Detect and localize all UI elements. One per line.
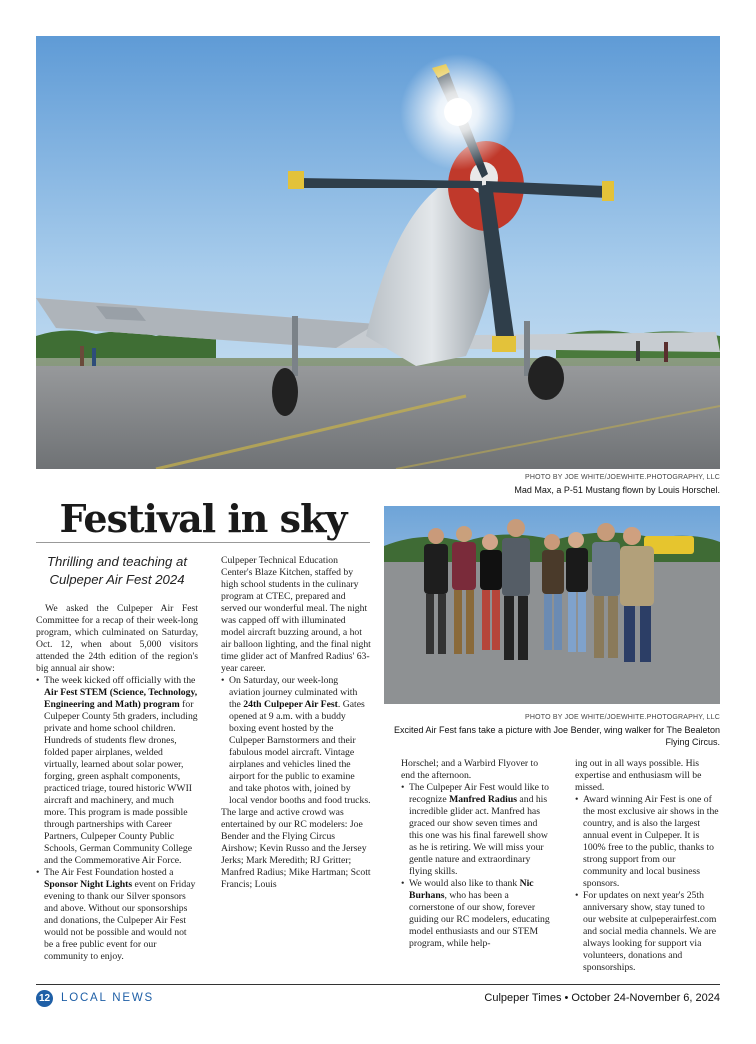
bullet-text: On Saturday, our week-long aviation journey culminated with the	[229, 675, 358, 710]
photo-credit: PHOTO BY JOE WHITE/JOEWHITE.PHOTOGRAPHY, LLC	[525, 474, 720, 481]
bullet-text: event on Friday evening to thank our Silver sponsors and above. Without our sponsorships and donations, the Culpeper Air Fest would not be possible and would not be a free public event for our community to enjoy.	[44, 879, 196, 962]
photo-caption: Excited Air Fest fans take a picture with Joe Bender, wing walker for The Bealeton Flying Circus.	[393, 725, 720, 747]
p51-mustang-illustration	[36, 36, 720, 469]
bullet-text: The Culpeper Air Fest would like to recognize	[409, 782, 549, 805]
bullet-text: for Culpeper County 5th graders, including private and home school children. Hundreds of students flew drones, folded paper airplanes, welded virtually, learned about solar power, forging, green asphalt components, practiced triage, toured historic WWII aircraft and machinery, and much more. This program is made possible through partnerships with Career Partners, Culpeper County Public Schools, German Community College and the Commemorative Air Force.	[44, 699, 198, 866]
fans-photo	[384, 506, 720, 704]
bullet-bold: Nic Burhans	[409, 878, 534, 901]
photo-caption: Mad Max, a P-51 Mustang flown by Louis Horschel.	[514, 485, 720, 495]
p51-mustang-photo	[36, 36, 720, 469]
bullet-nic-burhans	[401, 878, 551, 950]
bullet-text: . Gates opened at 9 a.m. with a buddy boxing event hosted by the Culpeper Barnstormers and their fabulous model aircraft. Vintage airplanes and vehicles lined the airport for the public to examine and take photos with, joined by local vendor booths and food trucks.	[229, 699, 371, 806]
ctec-paragraph: Culpeper Technical Education Center's Blaze Kitchen, staffed by high school students in the culinary program at CTEC, prepared and served our wonderful meal. The night was capped off with illuminated model aircraft buzzing around, a hot air balloon lighting, and the final night time glider act of Manfred Radius' 63-year career.	[221, 555, 371, 674]
bullet-text: We would also like to thank	[409, 878, 520, 889]
article-column-1	[36, 603, 198, 963]
section-label: LOCAL NEWS	[61, 992, 154, 1004]
bullet-text: , who has been a cornerstone of our show, forever guiding our RC modelers, educating model enthusiasts and our STEM program, while help-	[409, 890, 550, 949]
intro-paragraph: We asked the Culpeper Air Fest Committee for a recap of their week-long program, which culminated on Saturday, Oct. 12, when about 5,000 visitors attended the 24th edition of the region's big annual air show:	[36, 603, 198, 674]
fans-illustration	[384, 506, 720, 704]
bullet-updates: • For updates on next year's 25th anniversary show, stay tuned to our website at culpeperairfest.com and social media channels. We are always looking for support via volunteers, donations and sponsorships.	[575, 890, 720, 974]
masthead: Culpeper Times • October 24-November 6, 2024	[484, 992, 720, 1004]
crowd-paragraph: The large and active crowd was entertained by our RC modelers: Joe Bender and the Flying Circus Airshow; Kevin Russo and the Jersey Jerks; Mark Meredith; RJ Gritter; Manfred Radius; Mike Hartman; Scott Francis; Louis	[221, 807, 371, 890]
article-column-4	[575, 758, 720, 974]
article-column-2	[221, 555, 371, 891]
article-column-3	[401, 758, 551, 950]
bullet-bold: Sponsor Night Lights	[44, 879, 133, 890]
headline-rule	[36, 542, 370, 543]
page-number: 12	[36, 990, 53, 1007]
bullet-text: and his incredible glider act. Manfred has graced our show seven times and this one was his final farewell show as he is retiring. We will miss your gentle nature and extraordinary flying skills.	[409, 794, 548, 877]
horschel-paragraph: Horschel; and a Warbird Flyover to end the afternoon.	[401, 758, 539, 781]
bullet-sponsor-night	[36, 867, 198, 963]
bullet-bold: 24th Culpeper Air Fest	[243, 699, 338, 710]
footer-rule	[36, 984, 720, 985]
bullet-stem-program	[36, 675, 198, 867]
bullet-bold: Air Fest STEM (Science, Technology, Engineering and Math) program	[44, 687, 198, 710]
bullet-saturday	[221, 675, 371, 807]
expertise-paragraph: ing out in all ways possible. His expertise and enthusiasm will be missed.	[575, 758, 702, 793]
photo-credit: PHOTO BY JOE WHITE/JOEWHITE.PHOTOGRAPHY, LLC	[525, 714, 720, 721]
bullet-text: The Air Fest Foundation hosted a	[44, 867, 174, 878]
bullet-bold: Manfred Radius	[449, 794, 517, 805]
deck: Thrilling and teaching at Culpeper Air Fest 2024	[46, 554, 188, 587]
headline: Festival in sky	[59, 496, 347, 541]
bullet-award-winning: • Award winning Air Fest is one of the most exclusive air shows in the country, and is also the largest annual event in Culpeper. It is 100% free to the public, thanks to strong support from our community and local business sponsors.	[575, 794, 720, 890]
bullet-manfred-radius	[401, 782, 551, 878]
bullet-text: The week kicked off officially with the	[44, 675, 196, 686]
